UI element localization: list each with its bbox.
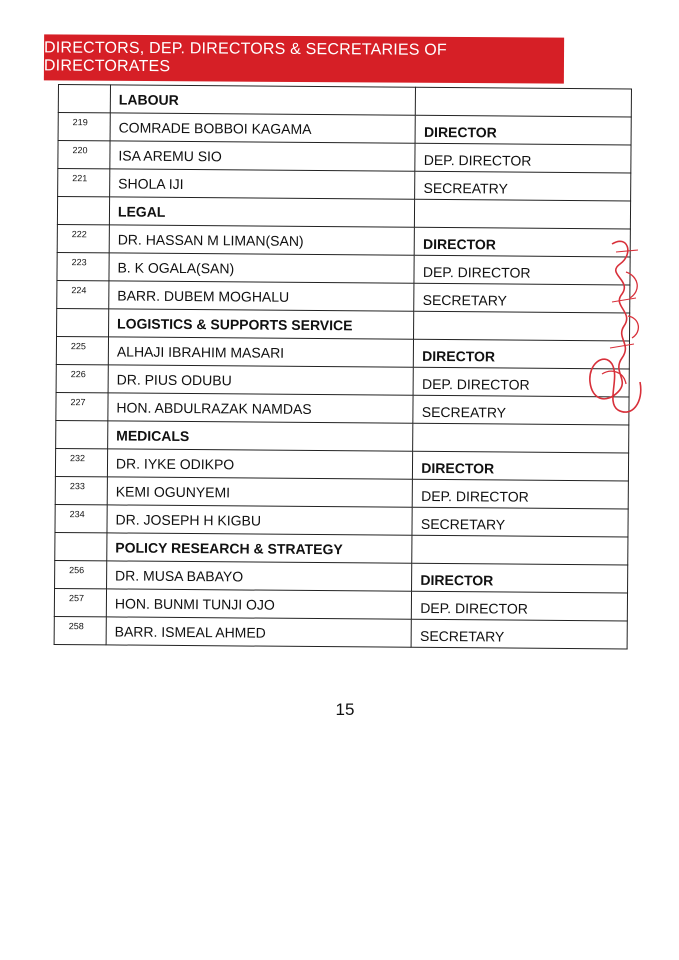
member-name: KEMI OGUNYEMI [107,477,413,507]
member-name: DR. PIUS ODUBU [108,365,414,395]
section-role-cell [412,535,628,565]
table-row [58,141,631,173]
serial-number: 221 [58,169,110,197]
member-role: DEP. DIRECTOR [413,367,629,397]
serial-number: 227 [56,392,108,420]
table-row [58,169,631,201]
member-name: ISA AREMU SIO [110,141,416,171]
member-role: DEP. DIRECTOR [412,591,628,621]
section-role-cell [416,87,632,117]
member-role: SECREATRY [415,171,631,201]
serial-number: 232 [55,448,107,476]
section-num-cell [57,197,109,225]
serial-number: 257 [54,588,106,616]
directorate-table-wrapper [54,84,634,650]
member-role: DEP. DIRECTOR [414,255,630,285]
member-role: SECRETARY [414,283,630,313]
section-header-row [58,85,631,117]
member-role: DIRECTOR [415,115,631,145]
table-row [55,448,628,480]
serial-number: 225 [56,336,108,364]
member-role: SECREATRY [413,395,629,425]
serial-number: 256 [55,560,107,588]
header-title: DIRECTORS, DEP. DIRECTORS & SECRETARIES OF DIRECTORATES [43,39,447,76]
section-header-row [57,197,630,229]
serial-number: 233 [55,476,107,504]
member-role: DIRECTOR [413,451,629,481]
member-name: HON. ABDULRAZAK NAMDAS [108,393,414,423]
serial-number: 226 [56,364,108,392]
section-title: LOGISTICS & SUPPORTS SERVICE [108,309,414,339]
section-title: LEGAL [109,197,415,227]
section-header-row [56,420,629,452]
member-name: SHOLA IJI [110,169,416,199]
member-role: DEP. DIRECTOR [415,143,631,173]
table-row [55,476,628,508]
section-header-row [57,308,630,340]
section-title: MEDICALS [108,421,414,451]
section-header-row [55,532,628,564]
signature-icon [582,232,652,422]
member-name: DR. HASSAN M LIMAN(SAN) [109,225,415,255]
member-name: B. K OGALA(SAN) [109,253,415,283]
member-name: ALHAJI IBRAHIM MASARI [108,337,414,367]
table-row [56,392,629,424]
member-role: SECRETARY [412,507,628,537]
table-row [56,364,629,396]
section-role-cell [415,199,631,229]
section-title: LABOUR [110,85,416,115]
serial-number: 223 [57,252,109,280]
page-number: 15 [335,700,355,719]
directorate-table-body [54,85,631,649]
table-row [54,588,627,620]
directorate-table [54,84,632,649]
member-name: DR. IYKE ODIKPO [107,449,413,479]
serial-number: 219 [58,113,110,141]
serial-number: 224 [57,280,109,308]
member-name: DR. MUSA BABAYO [106,561,412,591]
table-row [57,224,630,256]
serial-number: 234 [55,504,107,532]
member-name: HON. BUNMI TUNJI OJO [106,589,412,619]
serial-number: 258 [54,616,106,644]
table-row [54,616,627,648]
section-num-cell [57,308,109,336]
section-num-cell [58,85,110,113]
member-role: SECRETARY [411,619,627,649]
table-row [55,560,628,592]
section-num-cell [56,420,108,448]
serial-number: 220 [58,141,110,169]
member-name: BARR. DUBEM MOGHALU [109,281,415,311]
member-role: DIRECTOR [412,563,628,593]
header-banner [44,34,564,83]
table-row [57,280,630,312]
member-role: DIRECTOR [415,227,631,257]
member-name: BARR. ISMEAL AHMED [106,617,412,647]
member-name: DR. JOSEPH H KIGBU [107,505,413,535]
section-role-cell [413,423,629,453]
table-row [58,113,631,145]
section-title: POLICY RESEARCH & STRATEGY [107,533,413,563]
table-row [57,252,630,284]
member-name: COMRADE BOBBOI KAGAMA [110,113,416,143]
member-role: DIRECTOR [414,339,630,369]
member-role: DEP. DIRECTOR [413,479,629,509]
serial-number: 222 [57,224,109,252]
table-row [56,336,629,368]
table-row [55,504,628,536]
section-num-cell [55,532,107,560]
